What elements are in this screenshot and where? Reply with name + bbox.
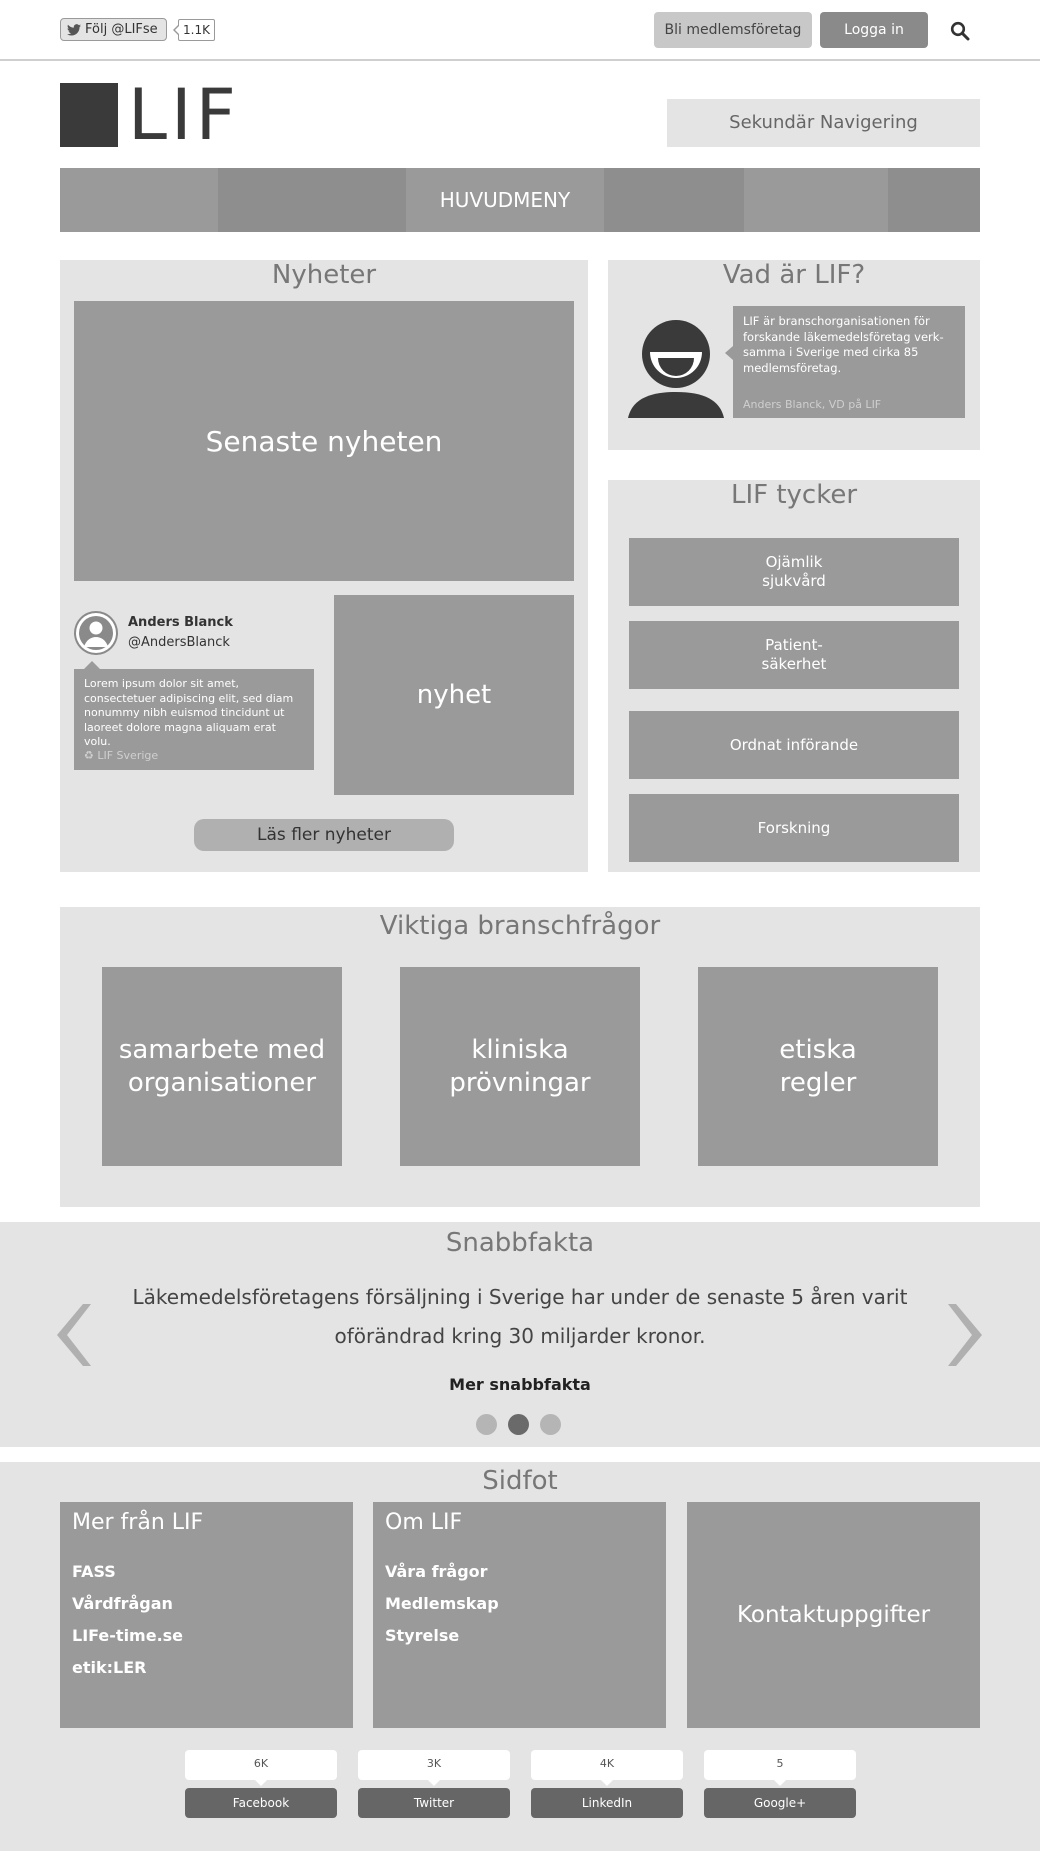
- issue-card-ethics[interactable]: [698, 967, 938, 1166]
- share-facebook-button[interactable]: Facebook: [185, 1788, 337, 1818]
- footer-contact-card[interactable]: [687, 1502, 980, 1728]
- footer-link-membership[interactable]: Medlemskap: [385, 1594, 499, 1613]
- secondary-navigation[interactable]: Sekundär Navigering: [667, 99, 980, 147]
- footer-link-vardfragan[interactable]: Vårdfrågan: [72, 1594, 173, 1613]
- twitter-follower-count: 1.1K: [178, 19, 215, 41]
- quick-fact-text: Läkemedelsföretagens försäljning i Sverige har under de senaste 5 åren varit oförändrad kring 30 miljarder kronor.: [132, 1285, 908, 1348]
- share-linkedin-button[interactable]: LinkedIn: [531, 1788, 683, 1818]
- twitter-follow-button[interactable]: [60, 18, 167, 41]
- tweet-source: [84, 749, 158, 762]
- footer-link-board[interactable]: Styrelse: [385, 1626, 460, 1645]
- main-menu[interactable]: [60, 168, 980, 232]
- issue-card-collaboration[interactable]: [102, 967, 342, 1166]
- top-bar: [0, 0, 1040, 61]
- tweet-card: [74, 669, 314, 770]
- search-icon[interactable]: [950, 21, 970, 41]
- news-item-card[interactable]: [334, 595, 574, 795]
- footer-column-title: Mer från LIF: [72, 1510, 204, 1535]
- issue-card-label: kliniska prövningar: [449, 1034, 591, 1098]
- footer-link-fass[interactable]: FASS: [72, 1562, 116, 1581]
- footer-column-title: Om LIF: [385, 1510, 463, 1535]
- footer-contact-label: Kontaktuppgifter: [736, 1602, 931, 1628]
- tweet-source-label: LIF Sverige: [97, 749, 159, 762]
- carousel-pagination: [476, 1414, 561, 1435]
- logo-text[interactable]: LIF: [128, 74, 240, 156]
- opinion-button-research[interactable]: Forskning: [629, 794, 959, 862]
- opinion-button-unequal-care[interactable]: Ojämlik sjukvård: [629, 538, 959, 606]
- main-menu-label: HUVUDMENY: [439, 188, 571, 212]
- news-section: [60, 260, 588, 872]
- latest-news-card[interactable]: [74, 301, 574, 581]
- twitter-bird-icon: [67, 24, 81, 36]
- issue-card-clinical-trials[interactable]: [400, 967, 640, 1166]
- become-member-button[interactable]: Bli medlemsföretag: [654, 12, 812, 48]
- footer-more-from-lif: [60, 1502, 353, 1728]
- footer-about-lif: [373, 1502, 666, 1728]
- login-button[interactable]: Logga in: [820, 12, 928, 48]
- person-icon: [628, 318, 724, 418]
- issue-card-label: samarbete med organisationer: [118, 1034, 326, 1098]
- avatar[interactable]: [74, 611, 118, 655]
- opinion-button-ordered-introduction[interactable]: Ordnat införande: [629, 711, 959, 779]
- share-twitter-button[interactable]: Twitter: [358, 1788, 510, 1818]
- opinions-section: [608, 480, 980, 872]
- tweet-author-handle[interactable]: @AndersBlanck: [128, 635, 230, 650]
- share-linkedin: [531, 1750, 683, 1818]
- share-google-plus-button[interactable]: Google+: [704, 1788, 856, 1818]
- user-avatar-icon: [74, 611, 118, 655]
- footer-link-life-time[interactable]: LIFe-time.se: [72, 1626, 184, 1645]
- tweet-text: Lorem ipsum dolor sit amet, consectetuer adipiscing elit, sed diam nonummy nibh euismod tincidunt ut laoreet dolore magna aliquam erat volu.: [84, 677, 294, 748]
- about-lif-title: Vad är LIF?: [722, 260, 866, 290]
- industry-issues-section: [60, 907, 980, 1207]
- opinion-button-patient-safety[interactable]: Patient- säkerhet: [629, 621, 959, 689]
- footer-link-etik-ler[interactable]: etik:LER: [72, 1658, 147, 1677]
- share-facebook: [185, 1750, 337, 1818]
- more-news-button[interactable]: Läs fler nyheter: [194, 819, 454, 851]
- tweet-author-name[interactable]: Anders Blanck: [128, 615, 233, 630]
- carousel-dot-3[interactable]: [540, 1414, 561, 1435]
- quick-facts-title: Snabbfakta: [445, 1228, 595, 1258]
- carousel-dot-2[interactable]: [508, 1414, 529, 1435]
- opinions-title: LIF tycker: [730, 480, 858, 510]
- share-twitter: [358, 1750, 510, 1818]
- share-google-plus: [704, 1750, 856, 1818]
- retweet-icon: ♻: [84, 749, 98, 762]
- share-count: 4K: [531, 1750, 683, 1780]
- footer-title: Sidfot: [482, 1466, 558, 1496]
- share-count: 3K: [358, 1750, 510, 1780]
- industry-issues-title: Viktiga branschfrågor: [379, 911, 661, 941]
- carousel-dot-1[interactable]: [476, 1414, 497, 1435]
- share-count: 5: [704, 1750, 856, 1780]
- share-count: 6K: [185, 1750, 337, 1780]
- footer-link-our-issues[interactable]: Våra frågor: [385, 1562, 488, 1581]
- chevron-left-icon[interactable]: [57, 1304, 91, 1366]
- news-title: Nyheter: [271, 260, 377, 290]
- about-lif-section: [608, 260, 980, 450]
- quote-text: LIF är branschorganisationen för forskande läkemedelsföretag verk-samma i Sverige med cirka 85 medlemsföretag.: [743, 314, 944, 375]
- more-quick-facts-link[interactable]: Mer snabbfakta: [449, 1375, 591, 1394]
- chevron-right-icon[interactable]: [948, 1304, 982, 1366]
- ceo-quote: [733, 306, 965, 418]
- logo-mark[interactable]: [60, 83, 118, 147]
- news-item-label: nyhet: [416, 680, 492, 710]
- quote-author: Anders Blanck, VD på LIF: [743, 398, 882, 411]
- latest-news-label: Senaste nyheten: [205, 424, 443, 458]
- twitter-follow-label: Följ @LIFse: [85, 22, 158, 37]
- footer: [0, 1462, 1040, 1851]
- issue-card-label: etiska regler: [779, 1034, 857, 1098]
